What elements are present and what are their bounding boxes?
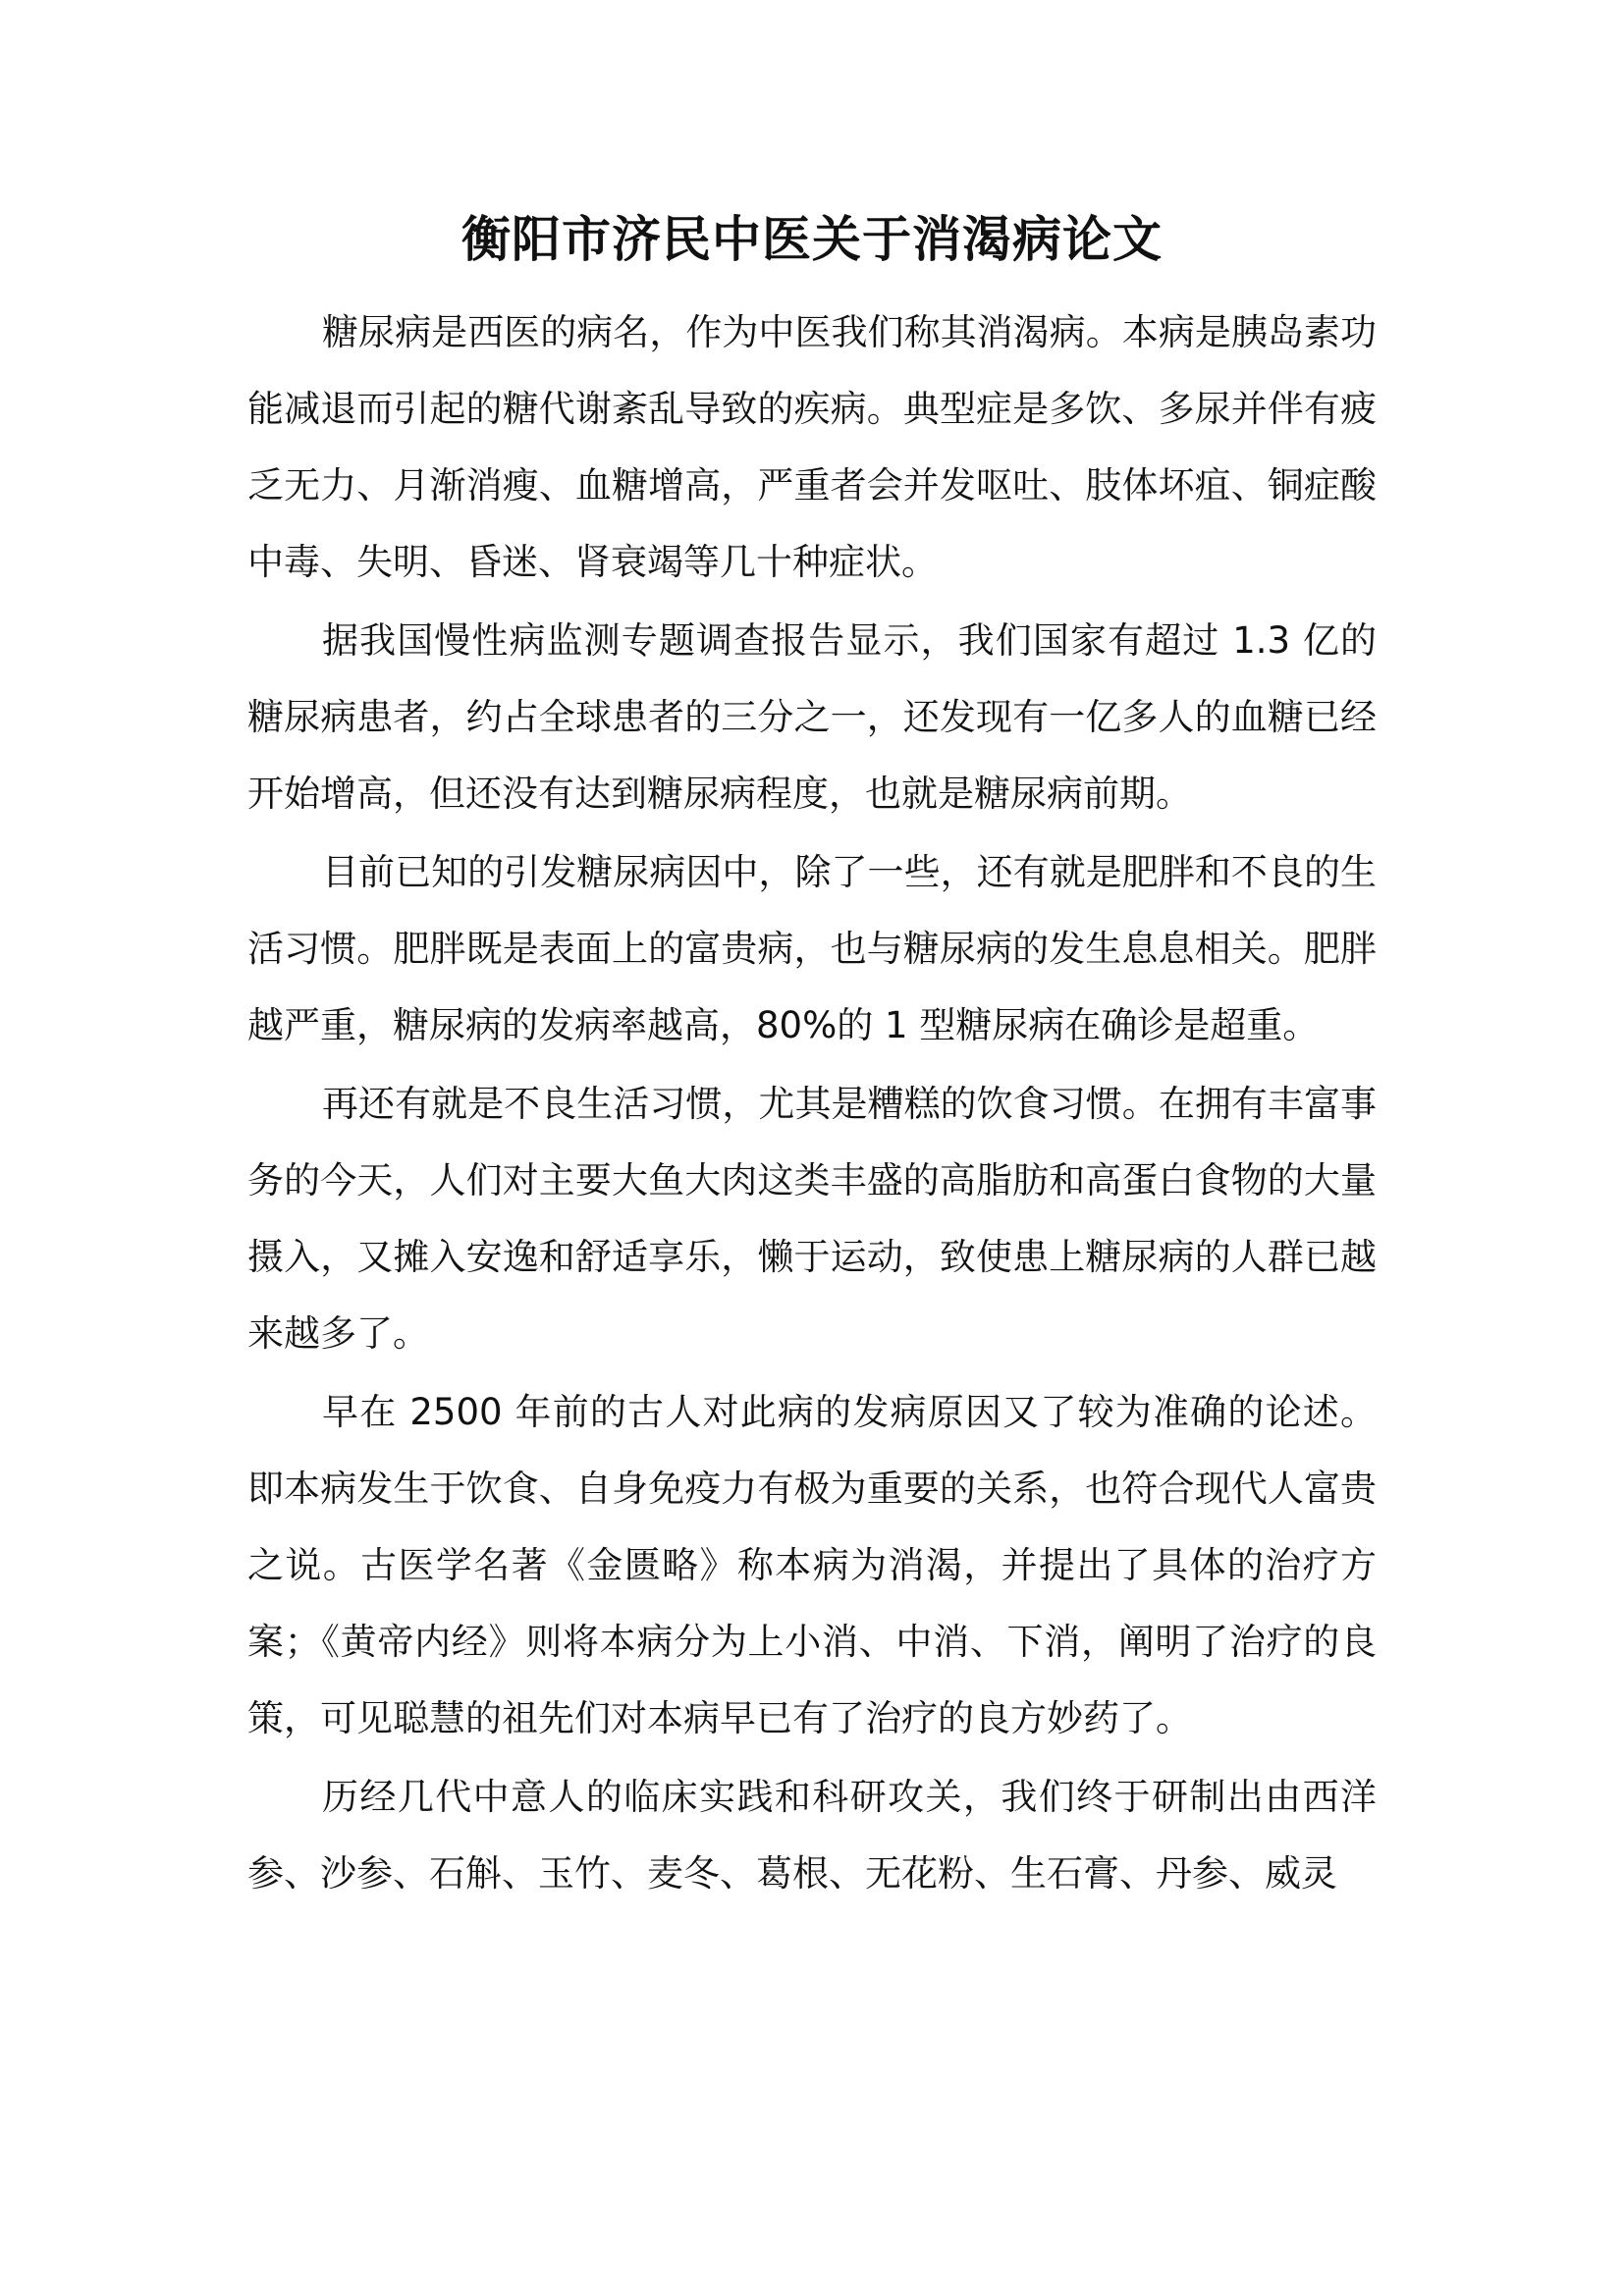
paragraph: 历经几代中意人的临床实践和科研攻关，我们终于研制出由西洋参、沙参、石斛、玉竹、麦冬、葛根、无花粉、生石膏、丹参、威灵	[247, 1776, 1377, 1895]
document-title: 衡阳市济民中医关于消渴病论文	[461, 211, 1163, 268]
paragraph: 据我国慢性病监测专题调查报告显示，我们国家有超过 1.3 亿的糖尿病患者，约占全球患者的三分之一，还发现有一亿多人的血糖已经开始增高，但还没有达到糖尿病程度，也就是糖尿病前期。	[247, 619, 1377, 815]
paragraph: 早在 2500 年前的古人对此病的发病原因又了较为准确的论述。即本病发生于饮食、自身免疫力有极为重要的关系，也符合现代人富贵之说。古医学名著《金匮略》称本病为消渴，并提出了具体的治疗方案；《黄帝内经》则将本病分为上小消、中消、下消，阐明了治疗的良策，可见聪慧的祖先们对本病早已有了治疗的良方妙药了。	[247, 1391, 1377, 1739]
document-body	[247, 294, 1377, 1914]
paragraph: 再还有就是不良生活习惯，尤其是糟糕的饮食习惯。在拥有丰富事务的今天，人们对主要大鱼大肉这类丰盛的高脂肪和高蛋白食物的大量摄入，又摊入安逸和舒适享乐，懒于运动，致使患上糖尿病的人群已越来越多了。	[247, 1083, 1377, 1355]
paragraph: 糖尿病是西医的病名，作为中医我们称其消渴病。本病是胰岛素功能减退而引起的糖代谢紊乱导致的疾病。典型症是多饮、多尿并伴有疲乏无力、月渐消瘦、血糖增高，严重者会并发呕吐、肢体坏疽、铜症酸中毒、失明、昏迷、肾衰竭等几十种症状。	[247, 311, 1377, 583]
paragraph: 目前已知的引发糖尿病因中，除了一些，还有就是肥胖和不良的生活习惯。肥胖既是表面上的富贵病，也与糖尿病的发生息息相关。肥胖越严重，糖尿病的发病率越高，80%的 1 型糖尿病在确诊是超重。	[247, 851, 1377, 1046]
